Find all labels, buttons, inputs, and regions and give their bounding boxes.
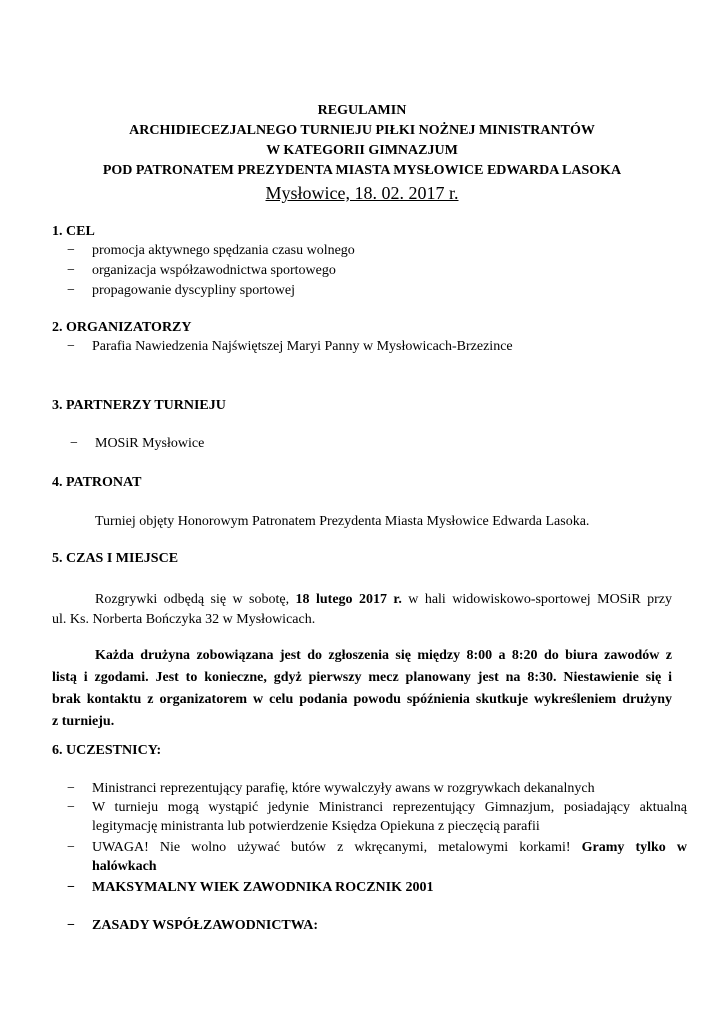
czas-paragraph-1: Rozgrywki odbędą się w sobotę, 18 lutego 2017 r. w hali widowiskowo-sportowej MOSiR przy ul. Ks. Norberta Bończyka 32 w Mysłowicach. [52,592,673,627]
czas-paragraph-2: Każda drużyna zobowiązana jest do zgłoszenia się między 8:00 a 8:20 do biura zawodów z listą i zgodami. Jest to konieczne, gdyż pierwszy mecz planowany jest na 8:30. Niestawienie się i brak kontaktu z organizatorem w celu podania powodu spóźnienia skutkuje wykreśleniem drużyny z turnieju. [52,648,672,729]
header-subtitle-3: POD PATRONATEM PREZYDENTA MIASTA MYSŁOWICE EDWARDA LASOKA [102,163,622,178]
dash-bullet: − [67,339,75,354]
dash-bullet: − [67,283,75,298]
section-heading-patronat: 4. PATRONAT [52,475,142,490]
dash-bullet: − [67,840,75,855]
dash-bullet: − [67,243,75,258]
section-heading-cel: 1. CEL [52,224,95,239]
date-highlight: 18 lutego 2017 r. [295,592,402,607]
dash-bullet: − [67,800,75,815]
section-heading-czas: 5. CZAS I MIEJSCE [52,551,179,566]
section-heading-partnerzy: 3. PARTNERZY TURNIEJU [52,398,226,413]
warning-highlight: Gramy tylko w [581,840,687,855]
header-subtitle-1: ARCHIDIECEZJALNEGO TURNIEJU PIŁKI NOŻNEJ MINISTRANTÓW [129,123,595,138]
dash-bullet: − [70,436,78,451]
document-page: REGULAMIN ARCHIDIECEZJALNEGO TURNIEJU PIŁKI NOŻNEJ MINISTRANTÓW W KATEGORII GIMNAZJUM POD PATRONATEM PREZYDENTA MIASTA MYSŁOWICE EDWARDA LASOKA Mysłowice, 18. 02. 2017 r. 1. CEL − promocja aktywnego spędzania czasu wolnego − organizacja współzawodnictwa sportowego − propagowanie dyscypliny sportowej 2. ORGANIZATORZY − Parafia Nawiedzenia Najświętszej Maryi Panny w Mysłowicach-Brzezince 3. PARTNERZY TURNIEJU − MOSiR Mysłowice 4. PATRONAT Turniej objęty Honorowym Patronatem Prezydenta Miasta Mysłowice Edwarda Lasoka. 5. CZAS I MIEJSCE Rozgrywki odbędą się w sobotę, 18 lutego 2017 r. w hali widowiskowo-sportowej MOSiR przy ul. Ks. Norberta Bończyka 32 w Mysłowicach. Każda drużyna zobowiązana jest do zgłoszenia się między 8:00 a 8:20 do biura zawodów z listą i zgodami. Jest to konieczne, gdyż pierwszy mecz planowany jest na 8:30. Niestawienie się i brak kontaktu z organizatorem w celu podania powodu spóźnienia skutkuje wykreśleniem drużyny z turnieju. 6. UCZESTNICY: − Ministranci reprezentujący parafię, które wywalczyły awans w rozgrywkach dekanalnych − W turnieju mogą wystąpić jedynie Ministranci reprezentujący Gimnazjum, posiadający aktualną legitymację ministranta lub potwierdzenie Księdza Opiekuna z pieczęcią parafii − UWAGA! Nie wolno używać butów z wkręcanymi, metalowymi korkami! Gramy tylko w halówkach − MAKSYMALNY WIEK ZAWODNIKA ROCZNIK 2001 − ZASADY WSPÓŁZAWODNICTWA: [0,0,724,1024]
dash-bullet: − [67,263,75,278]
header-subtitle-2: W KATEGORII GIMNAZJUM [266,143,458,158]
section-heading-uczestnicy: 6. UCZESTNICY: [52,743,162,758]
patronat-text: Turniej objęty Honorowym Patronatem Prezydenta Miasta Mysłowice Edwarda Lasoka. [95,514,590,529]
document-header [0,101,724,204]
dash-bullet: − [67,880,75,895]
header-title: REGULAMIN [317,103,407,118]
dash-bullet: − [67,918,75,933]
section-heading-organizatorzy: 2. ORGANIZATORZY [52,320,192,335]
header-date: Mysłowice, 18. 02. 2017 r. [265,183,459,203]
dash-bullet: − [67,781,75,796]
